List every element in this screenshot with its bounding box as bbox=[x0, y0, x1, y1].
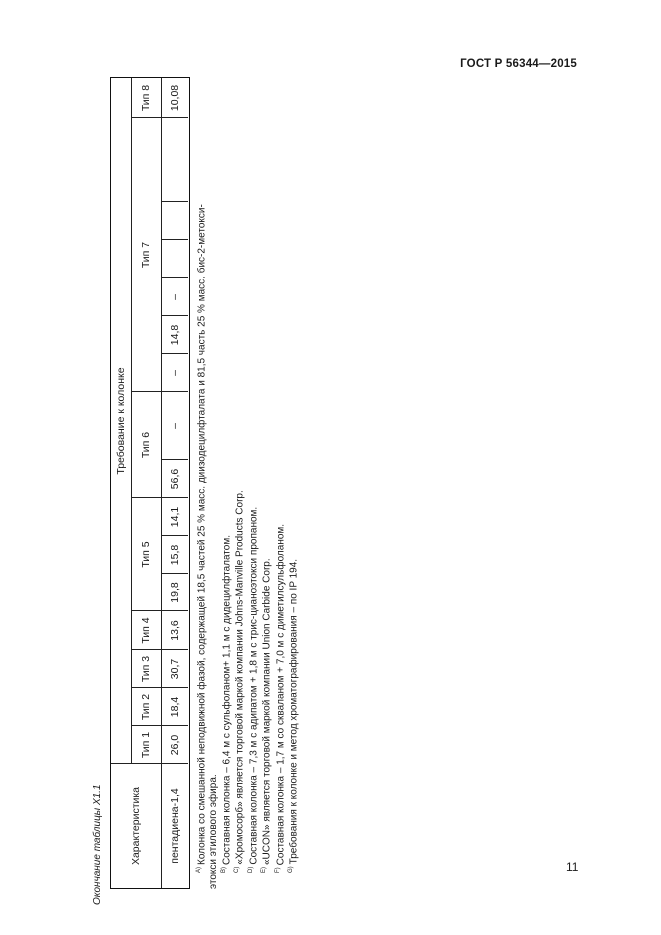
value-type-8: 10,08 bbox=[168, 84, 181, 112]
row-label: пентадиена-1,4 bbox=[168, 788, 181, 864]
header-column-requirement: Требование к колонке bbox=[115, 367, 127, 475]
document-code: ГОСТ Р 56344—2015 bbox=[460, 58, 577, 70]
value-type-2: 18,4 bbox=[168, 696, 181, 718]
header-type-3: Тип 3 bbox=[140, 655, 152, 683]
value-type-1: 26,0 bbox=[168, 734, 181, 756]
table-caption: Окончание таблицы Х1.1 bbox=[92, 784, 103, 905]
footnote-e: $^{E)}$«UCON» является торговой маркой компании Union Carbide Corp. bbox=[261, 558, 273, 873]
footnote-b: $^{B)}$Составная колонка – 6,4 м с сульфоланом+ 1,1 м с дидецилфталатом. bbox=[220, 535, 233, 873]
header-type-5: Тип 5 bbox=[140, 541, 152, 568]
value-type-5a: 19,8 bbox=[168, 582, 181, 603]
footnote-g: $^{G)}$Требования к колонке и метод хроматографирования – по IP 194. bbox=[288, 558, 300, 873]
rotated-table-block bbox=[90, 75, 300, 905]
footnote-c: $^{C)}$«Хромосорб» является торговой маркой компании Johns-Manville Products Corp. bbox=[234, 490, 246, 873]
header-type-8: Тип 8 bbox=[140, 84, 152, 112]
header-type-2: Тип 2 bbox=[140, 693, 152, 721]
footnote-d: $^{D)}$Составная колонка – 7,3 м с адипатом + 1,8 м с трис-цианоэтокси пропаном. bbox=[247, 506, 260, 873]
page-number: 11 bbox=[566, 860, 579, 874]
value-type-7b: 14,8 bbox=[168, 324, 181, 346]
footnote-f: $^{F)}$Составная колонка – 1,7 м со скваланом + 7,0 м с диметилсульфоланом. bbox=[274, 523, 287, 873]
value-type-4: 13,6 bbox=[168, 620, 181, 641]
header-type-6: Тип 6 bbox=[140, 431, 152, 459]
header-type-4: Тип 4 bbox=[140, 617, 152, 644]
header-type-1: Тип 1 bbox=[140, 731, 152, 759]
footnote-a-continued: этокси этилового эфира. bbox=[207, 774, 219, 889]
value-type-7c: – bbox=[168, 294, 181, 300]
requirements-table bbox=[110, 77, 190, 889]
value-type-6b: – bbox=[168, 423, 181, 429]
header-type-7: Тип 7 bbox=[140, 241, 152, 269]
value-type-3: 30,7 bbox=[168, 658, 181, 680]
value-type-5b: 15,8 bbox=[168, 544, 181, 566]
value-type-5c: 14,1 bbox=[168, 506, 181, 528]
footnote-a: $^{A)}$Колонка со смешанной неподвижной фазой, содержащей 18,5 частей 25 % масс. диизодецилфталата и 81,5 часть 25 % масс. бис-2-метокси- bbox=[196, 204, 208, 873]
header-characteristic: Характеристика bbox=[130, 786, 142, 866]
footnotes bbox=[194, 77, 300, 889]
value-type-7a: – bbox=[168, 370, 181, 376]
value-type-6a: 56,6 bbox=[168, 468, 181, 490]
